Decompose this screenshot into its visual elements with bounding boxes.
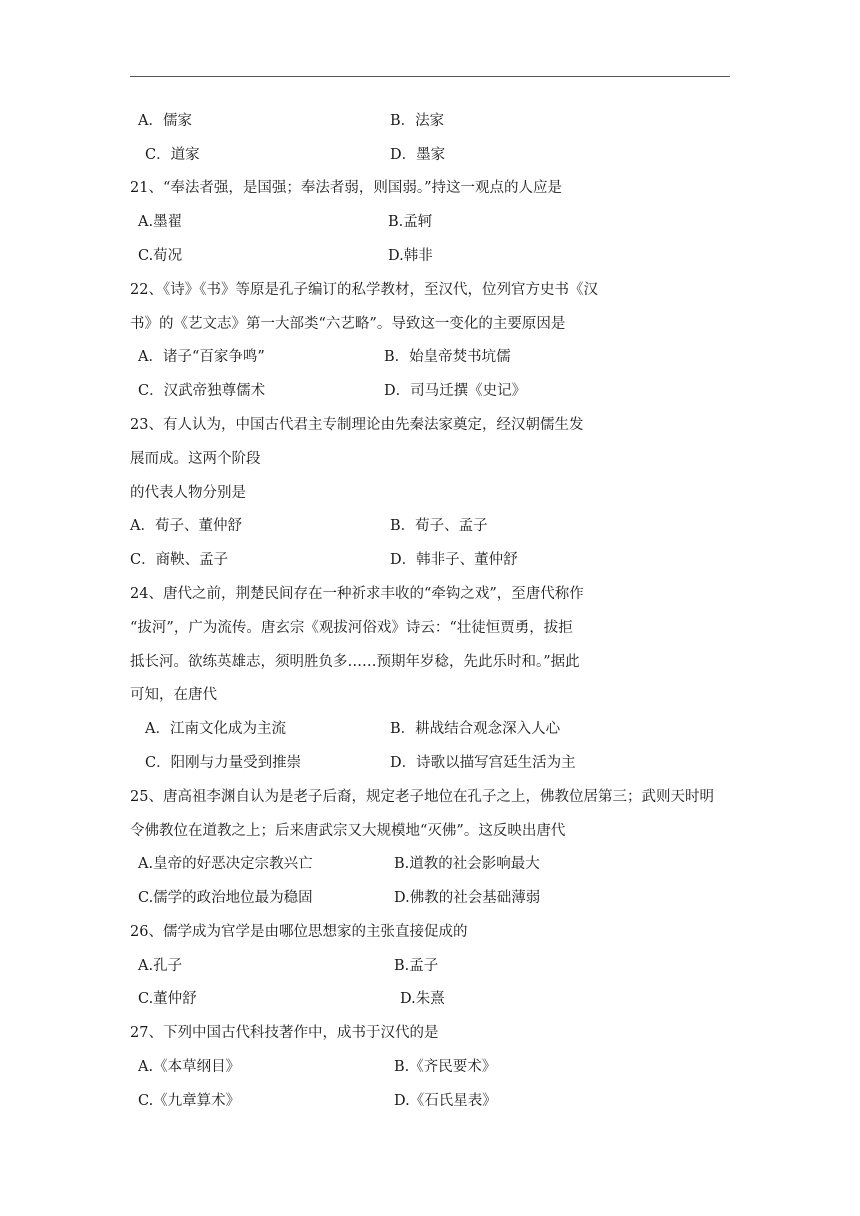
text-line: B．荀子、孟子: [390, 518, 488, 534]
text-line: 21、“奉法者强，是国强；奉法者弱，则国弱。”持这一观点的人应是: [130, 180, 563, 196]
text-line: 可知，在唐代: [130, 687, 217, 703]
text-line: A．诸子“百家争鸣”: [138, 349, 265, 365]
text-line: A．江南文化成为主流: [145, 721, 286, 737]
text-line: C.董仲舒: [138, 991, 197, 1007]
header-rule: [130, 76, 730, 77]
text-line: 抵长河。欲练英雄志，须明胜负多……预期年岁稔，先此乐时和。”据此: [130, 654, 580, 670]
text-line: 的代表人物分别是: [130, 485, 246, 501]
text-line: A.皇帝的好恶决定宗教兴亡: [138, 856, 313, 872]
text-line: C．商鞅、孟子: [130, 552, 229, 568]
text-line: D．诗歌以描写宫廷生活为主: [390, 755, 576, 771]
text-line: B.孟子: [394, 958, 439, 974]
text-line: 25、唐高祖李渊自认为是老子后裔，规定老子地位在孔子之上，佛教位居第三；武则天时明: [130, 789, 714, 805]
text-line: D.韩非: [388, 248, 433, 264]
text-line: C．道家: [145, 147, 200, 163]
text-line: B．始皇帝焚书坑儒: [384, 349, 511, 365]
text-line: D．司马迁撰《史记》: [384, 383, 527, 399]
text-line: C.《九章算术》: [138, 1093, 241, 1109]
text-line: A.孔子: [138, 958, 183, 974]
text-line: C.儒学的政治地位最为稳固: [138, 890, 313, 906]
text-line: 22、《诗》《书》等原是孔子编订的私学教材，至汉代，位列官方史书《汉: [130, 282, 598, 298]
text-line: D．墨家: [390, 147, 446, 163]
text-line: D．韩非子、董仲舒: [390, 552, 518, 568]
text-line: “拔河”，广为流传。唐玄宗《观拔河俗戏》诗云：“壮徒恒贾勇，拔拒: [130, 620, 573, 636]
text-line: C．阳刚与力量受到推崇: [145, 755, 302, 771]
text-line: C．汉武帝独尊儒术: [138, 383, 266, 399]
text-line: B.道教的社会影响最大: [394, 856, 540, 872]
text-line: 展而成。这两个阶段: [130, 451, 261, 467]
text-line: D.《石氏星表》: [394, 1093, 497, 1109]
text-line: A．儒家: [138, 113, 192, 129]
text-line: 书》的《艺文志》第一大部类“六艺略”。导致这一变化的主要原因是: [130, 316, 566, 332]
text-line: B.《齐民要术》: [394, 1059, 497, 1075]
text-line: 23、有人认为，中国古代君主专制理论由先秦法家奠定，经汉朝儒生发: [130, 417, 584, 433]
text-line: D.朱熹: [400, 991, 445, 1007]
text-line: 27、下列中国古代科技著作中，成书于汉代的是: [130, 1025, 439, 1041]
text-line: B．耕战结合观念深入人心: [390, 721, 561, 737]
text-line: 24、唐代之前，荆楚民间存在一种祈求丰收的“牵钩之戏”，至唐代称作: [130, 586, 584, 602]
text-line: 26、儒学成为官学是由哪位思想家的主张直接促成的: [130, 924, 468, 940]
text-line: A.墨翟: [138, 214, 183, 230]
text-line: C.荀况: [138, 248, 183, 264]
text-line: A．荀子、董仲舒: [130, 518, 242, 534]
text-line: D.佛教的社会基础薄弱: [394, 890, 541, 906]
text-line: B．法家: [390, 113, 445, 129]
text-line: B.孟轲: [388, 214, 433, 230]
text-line: A.《本草纲目》: [138, 1059, 241, 1075]
text-line: 令佛教位在道教之上；后来唐武宗又大规模地“灭佛”。这反映出唐代: [130, 823, 566, 839]
